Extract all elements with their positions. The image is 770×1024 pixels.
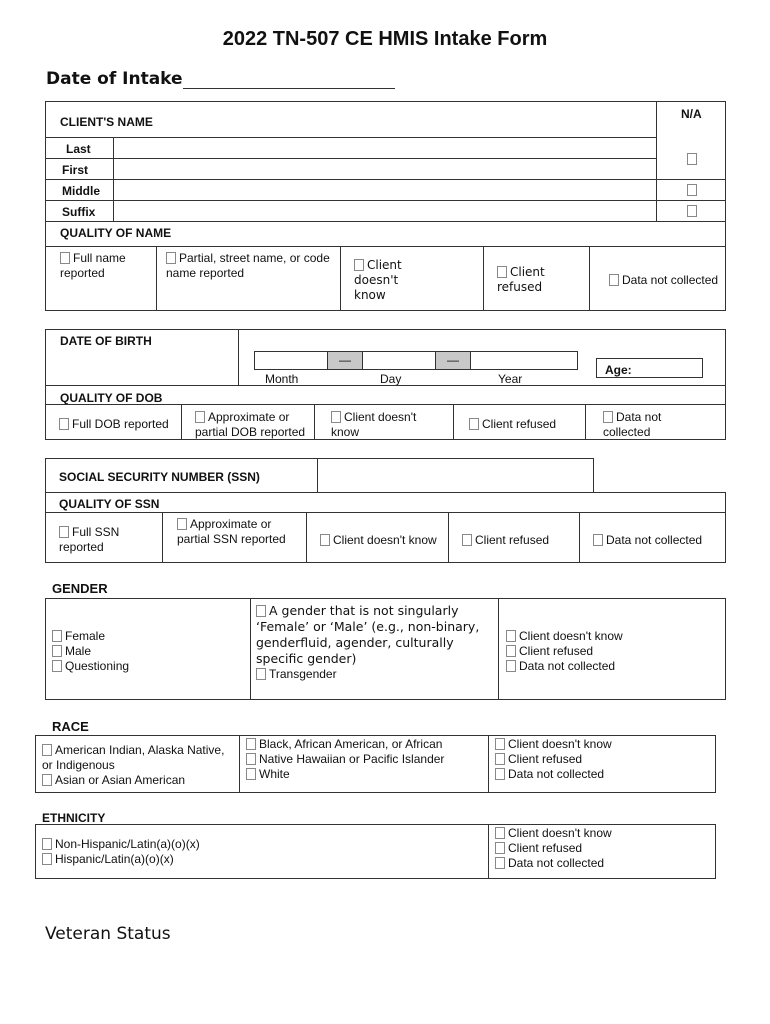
gender-client-refused[interactable]: Client refused bbox=[506, 644, 623, 659]
first-name-label: First bbox=[62, 163, 89, 177]
ssn-header: SOCIAL SECURITY NUMBER (SSN) bbox=[59, 470, 260, 484]
qon-data-not-collected[interactable]: Data not collected bbox=[609, 273, 718, 288]
first-name-field[interactable] bbox=[114, 159, 655, 179]
client-name-header: CLIENT'S NAME bbox=[60, 115, 153, 129]
qos-approximate[interactable]: Approximate or partial SSN reported bbox=[177, 517, 286, 546]
qod-approximate[interactable]: Approximate or partial DOB reported bbox=[195, 410, 306, 439]
na-label: N/A bbox=[681, 107, 702, 121]
qos-client-doesnt-know[interactable]: Client doesn't know bbox=[320, 533, 437, 548]
qos-client-refused[interactable]: Client refused bbox=[462, 533, 549, 548]
gender-transgender[interactable]: Transgender bbox=[256, 667, 494, 682]
qos-data-not-collected[interactable]: Data not collected bbox=[593, 533, 702, 548]
ethnicity-client-refused[interactable]: Client refused bbox=[495, 841, 612, 856]
qon-client-refused[interactable]: Client refused bbox=[497, 265, 545, 294]
ethnicity-hispanic[interactable]: Hispanic/Latin(a)(o)(x) bbox=[42, 852, 200, 867]
gender-questioning[interactable]: Questioning bbox=[52, 659, 129, 674]
quality-of-ssn-header: QUALITY OF SSN bbox=[59, 497, 160, 511]
race-header: RACE bbox=[52, 719, 89, 734]
dob-year-field[interactable] bbox=[470, 351, 578, 370]
quality-of-dob-header: QUALITY OF DOB bbox=[60, 391, 163, 405]
qod-client-refused[interactable]: Client refused bbox=[469, 417, 556, 432]
qon-full-name[interactable]: Full name reported bbox=[60, 251, 126, 280]
quality-of-name-header: QUALITY OF NAME bbox=[60, 226, 172, 240]
qod-client-doesnt-know[interactable]: Client doesn't know bbox=[331, 410, 417, 439]
na-checkbox-suffix[interactable] bbox=[687, 205, 697, 217]
qos-full-ssn[interactable]: Full SSN reported bbox=[59, 525, 120, 554]
ethnicity-col2 bbox=[495, 826, 612, 871]
dob-month-label: Month bbox=[265, 372, 299, 386]
date-of-intake-label: Date of Intake bbox=[46, 69, 183, 89]
dob-separator-2: — bbox=[435, 351, 471, 370]
middle-name-label: Middle bbox=[62, 184, 100, 198]
gender-client-doesnt-know[interactable]: Client doesn't know bbox=[506, 629, 623, 644]
ethnicity-data-not-collected[interactable]: Data not collected bbox=[495, 856, 612, 871]
gender-male[interactable]: Male bbox=[52, 644, 129, 659]
suffix-field[interactable] bbox=[114, 201, 655, 221]
qod-full-dob[interactable]: Full DOB reported bbox=[59, 417, 169, 432]
gender-data-not-collected[interactable]: Data not collected bbox=[506, 659, 623, 674]
dob-month-field[interactable] bbox=[254, 351, 328, 370]
gender-header: GENDER bbox=[52, 581, 108, 596]
ssn-field[interactable] bbox=[318, 459, 593, 492]
veteran-status-label: Veteran Status bbox=[45, 924, 171, 944]
race-client-refused[interactable]: Client refused bbox=[495, 752, 612, 767]
race-white[interactable]: White bbox=[246, 767, 444, 782]
suffix-label: Suffix bbox=[62, 205, 96, 219]
gender-not-singularly[interactable]: A gender that is not singularly ‘Female’ or ‘Male’ (e.g., non-binary, genderfluid, agender, culturally specific gender) bbox=[256, 603, 480, 666]
last-name-label: Last bbox=[66, 142, 91, 156]
gender-col1 bbox=[52, 629, 129, 674]
race-col1 bbox=[42, 743, 237, 788]
dob-separator-1: — bbox=[327, 351, 363, 370]
race-american-indian[interactable]: American Indian, Alaska Native, or Indigenous bbox=[42, 743, 225, 772]
na-checkbox-middle[interactable] bbox=[687, 184, 697, 196]
qon-client-doesnt-know[interactable]: Client doesn't know bbox=[354, 258, 402, 302]
ethnicity-client-doesnt-know[interactable]: Client doesn't know bbox=[495, 826, 612, 841]
ethnicity-non-hispanic[interactable]: Non-Hispanic/Latin(a)(o)(x) bbox=[42, 837, 200, 852]
race-client-doesnt-know[interactable]: Client doesn't know bbox=[495, 737, 612, 752]
dob-year-label: Year bbox=[498, 372, 523, 386]
middle-name-field[interactable] bbox=[114, 180, 655, 200]
na-checkbox-first[interactable] bbox=[687, 153, 697, 165]
date-of-intake-field[interactable] bbox=[183, 88, 395, 89]
race-asian[interactable]: Asian or Asian American bbox=[42, 773, 237, 788]
dob-day-field[interactable] bbox=[362, 351, 436, 370]
age-label: Age: bbox=[605, 363, 632, 377]
race-col2 bbox=[246, 737, 444, 782]
form-title: 2022 TN-507 CE HMIS Intake Form bbox=[222, 28, 548, 50]
race-col3 bbox=[495, 737, 612, 782]
last-name-field[interactable] bbox=[114, 138, 655, 158]
gender-col3 bbox=[506, 629, 623, 674]
dob-day-label: Day bbox=[380, 372, 402, 386]
race-black[interactable]: Black, African American, or African bbox=[246, 737, 444, 752]
gender-female[interactable]: Female bbox=[52, 629, 129, 644]
ethnicity-col1 bbox=[42, 837, 200, 867]
race-data-not-collected[interactable]: Data not collected bbox=[495, 767, 612, 782]
qod-data-not-collected[interactable]: Data not collected bbox=[603, 410, 662, 439]
gender-col2 bbox=[256, 603, 494, 682]
ethnicity-header: ETHNICITY bbox=[42, 811, 106, 825]
race-native-hawaiian[interactable]: Native Hawaiian or Pacific Islander bbox=[246, 752, 444, 767]
qon-partial[interactable]: Partial, street name, or code name reported bbox=[166, 251, 330, 280]
dob-header: DATE OF BIRTH bbox=[60, 334, 152, 348]
